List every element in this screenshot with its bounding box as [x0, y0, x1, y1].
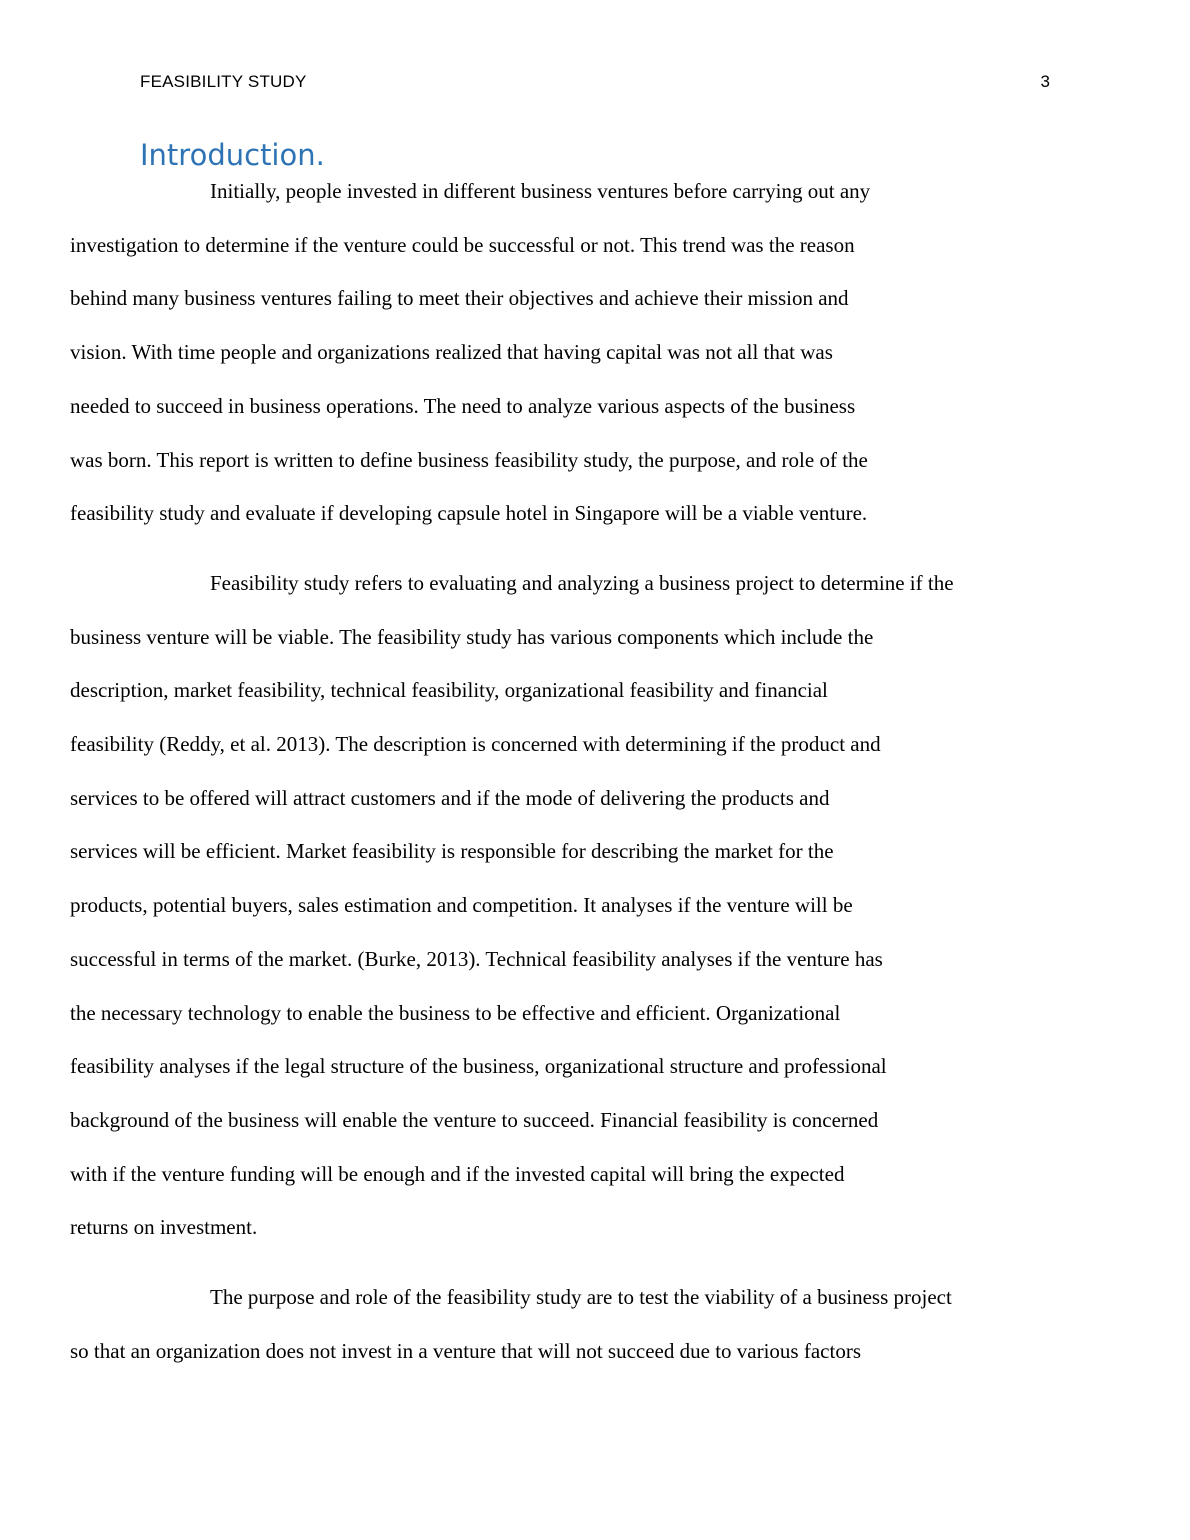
page-number: 3 — [1040, 72, 1050, 91]
running-head: FEASIBILITY STUDY — [140, 72, 307, 91]
paragraph-line: the necessary technology to enable the business to be effective and efficient. Organizational — [70, 1000, 841, 1025]
section-heading: Introduction. — [140, 138, 325, 172]
paragraph-line: Feasibility study refers to evaluating and analyzing a business project to determine if the — [210, 570, 954, 595]
paragraph-line: behind many business ventures failing to meet their objectives and achieve their mission and — [70, 286, 849, 311]
paragraph-line: feasibility (Reddy, et al. 2013). The description is concerned with determining if the product and — [70, 732, 881, 757]
body-text — [70, 165, 1050, 1394]
paragraph-line: feasibility analyses if the legal structure of the business, organizational structure and professional — [70, 1054, 887, 1079]
paragraph-line: products, potential buyers, sales estimation and competition. It analyses if the venture will be — [70, 893, 853, 918]
paragraph-1 — [70, 165, 1050, 541]
paragraph-line: was born. This report is written to define business feasibility study, the purpose, and role of the — [70, 447, 868, 472]
paragraph-line: services will be efficient. Market feasibility is responsible for describing the market for the — [70, 839, 834, 864]
paragraph-line: business venture will be viable. The feasibility study has various components which include the — [70, 624, 874, 649]
paragraph-line: background of the business will enable the venture to succeed. Financial feasibility is concerned — [70, 1107, 879, 1132]
paragraph-line: The purpose and role of the feasibility study are to test the viability of a business project — [210, 1285, 952, 1310]
paragraph-line: with if the venture funding will be enough and if the invested capital will bring the expected — [70, 1161, 845, 1186]
paragraph-line: returns on investment. — [70, 1215, 258, 1240]
paragraph-line: feasibility study and evaluate if developing capsule hotel in Singapore will be a viable venture. — [70, 501, 868, 526]
paragraph-line: services to be offered will attract customers and if the mode of delivering the products and — [70, 785, 830, 810]
paragraph-line: Initially, people invested in different business ventures before carrying out any — [210, 179, 871, 203]
paragraph-line: description, market feasibility, technical feasibility, organizational feasibility and financial — [70, 678, 828, 703]
paragraph-line: needed to succeed in business operations. The need to analyze various aspects of the business — [70, 393, 856, 418]
paragraph-2 — [70, 557, 1050, 1255]
paragraph-3 — [70, 1271, 1050, 1378]
paragraph-line: investigation to determine if the venture could be successful or not. This trend was the reason — [70, 232, 855, 257]
paragraph-line: so that an organization does not invest in a venture that will not succeed due to various factors — [70, 1338, 861, 1363]
paragraph-line: vision. With time people and organizations realized that having capital was not all that was — [70, 340, 833, 365]
paragraph-line: successful in terms of the market. (Burke, 2013). Technical feasibility analyses if the venture has — [70, 946, 883, 971]
